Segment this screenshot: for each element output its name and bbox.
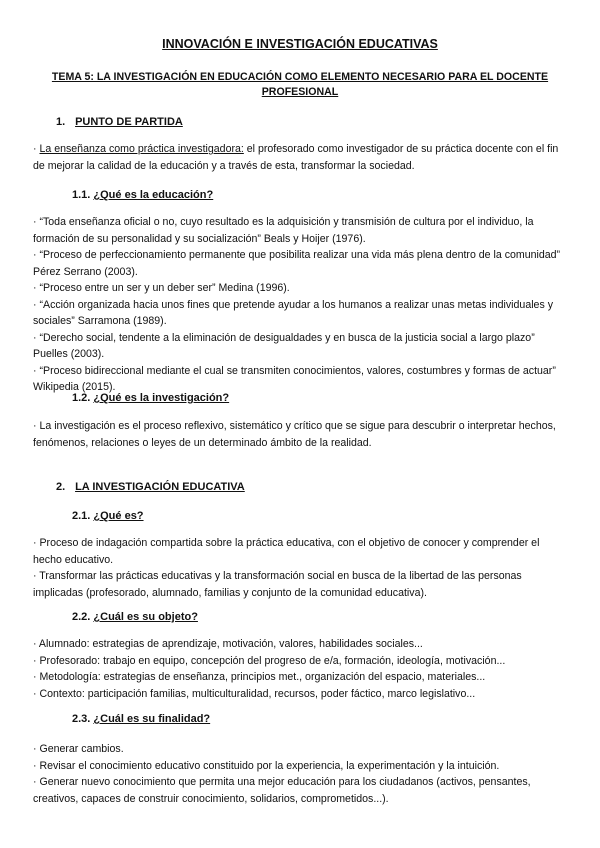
- subsection-title: ¿Qué es?: [93, 510, 144, 522]
- intro-bullet: ·: [33, 143, 40, 155]
- intro-text: el profesorado como investigador de su práctica docente con el fin de mejorar la calidad de la educación y a través de esta, transformar la sociedad.: [33, 143, 559, 172]
- section-title: PUNTO DE PARTIDA: [75, 116, 183, 128]
- subsection-title: ¿Cuál es su objeto?: [93, 611, 198, 623]
- subsection-1-2-list: [33, 418, 563, 451]
- subsection-1-1-list: [33, 214, 563, 396]
- subsection-title: ¿Qué es la educación?: [93, 189, 214, 201]
- list-item: · Revisar el conocimiento educativo constituido por la experiencia, la experimentación y la intuición.: [33, 759, 500, 772]
- document-subtitle: TEMA 5: LA INVESTIGACIÓN EN EDUCACIÓN COMO ELEMENTO NECESARIO PARA EL DOCENTE PROFESIONAL: [51, 71, 549, 98]
- section-1-heading: [56, 116, 183, 128]
- subsection-title: ¿Cuál es su finalidad?: [93, 713, 211, 725]
- subsection-number: 2.3.: [72, 713, 94, 725]
- list-item: · “Proceso entre un ser y un deber ser” Medina (1996).: [33, 282, 290, 294]
- section-title: LA INVESTIGACIÓN EDUCATIVA: [75, 481, 245, 493]
- subsection-number: 2.2.: [72, 611, 94, 623]
- list-item: · Profesorado: trabajo en equipo, concepción del progreso de e/a, formación, ideología, motivación...: [33, 654, 506, 667]
- subsection-title: ¿Qué es la investigación?: [93, 392, 230, 404]
- list-item: · “Proceso de perfeccionamiento permanente que posibilita realizar una vida más plena dentro de la comunidad” Pérez Serrano (2003).: [33, 249, 561, 278]
- intro-underlined: La enseñanza como práctica investigadora:: [39, 143, 244, 155]
- list-item: · “Proceso bidireccional mediante el cual se transmiten conocimientos, valores, costumbres y formas de actuar” Wikipedia (2015).: [33, 364, 556, 393]
- section-number: 1.: [56, 116, 66, 128]
- section-number: 2.: [56, 481, 66, 493]
- list-item: · Transformar las prácticas educativas y la transformación social en busca de la libertad de las personas implicadas (profesorado, alumnado, familias y conjunto de la comunidad educativa).: [33, 570, 522, 599]
- list-item: · Proceso de indagación compartida sobre la práctica educativa, con el objetivo de conocer y comprender el hecho educativo.: [33, 537, 540, 566]
- list-item: · Contexto: participación familias, multiculturalidad, recursos, poder fáctico, marco legislativo...: [33, 687, 476, 700]
- document-title: INNOVACIÓN E INVESTIGACIÓN EDUCATIVAS: [162, 37, 438, 51]
- subsection-2-2-list: [33, 636, 563, 702]
- list-item: · Alumnado: estrategias de aprendizaje, motivación, valores, habilidades sociales...: [33, 638, 423, 650]
- list-item: · “Toda enseñanza oficial o no, cuyo resultado es la adquisición y transmisión de cultura por el individuo, la formación de su personalidad y su socialización” Beals y Hoijer (1976).: [33, 216, 534, 245]
- subsection-2-1-heading: [72, 510, 144, 522]
- subsection-number: 1.1.: [72, 189, 94, 201]
- subsection-1-2-heading: [72, 392, 229, 404]
- list-item: · Metodología: estrategias de enseñanza, principios met., organización del espacio, materiales...: [33, 671, 486, 683]
- subsection-number: 2.1.: [72, 510, 94, 522]
- subsection-2-2-heading: [72, 611, 198, 623]
- list-item: · Generar nuevo conocimiento que permita una mejor educación para los ciudadanos (activos, pensantes, creativos, capaces de construir conocimiento, solidarios, comprometidos...).: [33, 776, 531, 805]
- subsection-2-3-list: [33, 741, 563, 807]
- section-1-intro: [33, 141, 563, 174]
- list-item: · “Acción organizada hacia unos fines que pretende ayudar a los humanos a realizar unas metas individuales y sociales” Sarramona (1989).: [33, 298, 553, 327]
- subsection-2-1-list: [33, 535, 563, 601]
- section-2-heading: [56, 481, 245, 493]
- list-item: · La investigación es el proceso reflexivo, sistemático y crítico que se sigue para descubrir o interpretar hechos, fenómenos, relaciones o leyes de un determinado ámbito de la realidad.: [33, 420, 556, 449]
- list-item: · “Derecho social, tendente a la eliminación de desigualdades y en busca de la justicia social a largo plazo” Puelles (2003).: [33, 331, 535, 360]
- subsection-number: 1.2.: [72, 392, 94, 404]
- subsection-2-3-heading: [72, 713, 210, 725]
- subsection-1-1-heading: [72, 189, 213, 201]
- list-item: · Generar cambios.: [33, 743, 124, 755]
